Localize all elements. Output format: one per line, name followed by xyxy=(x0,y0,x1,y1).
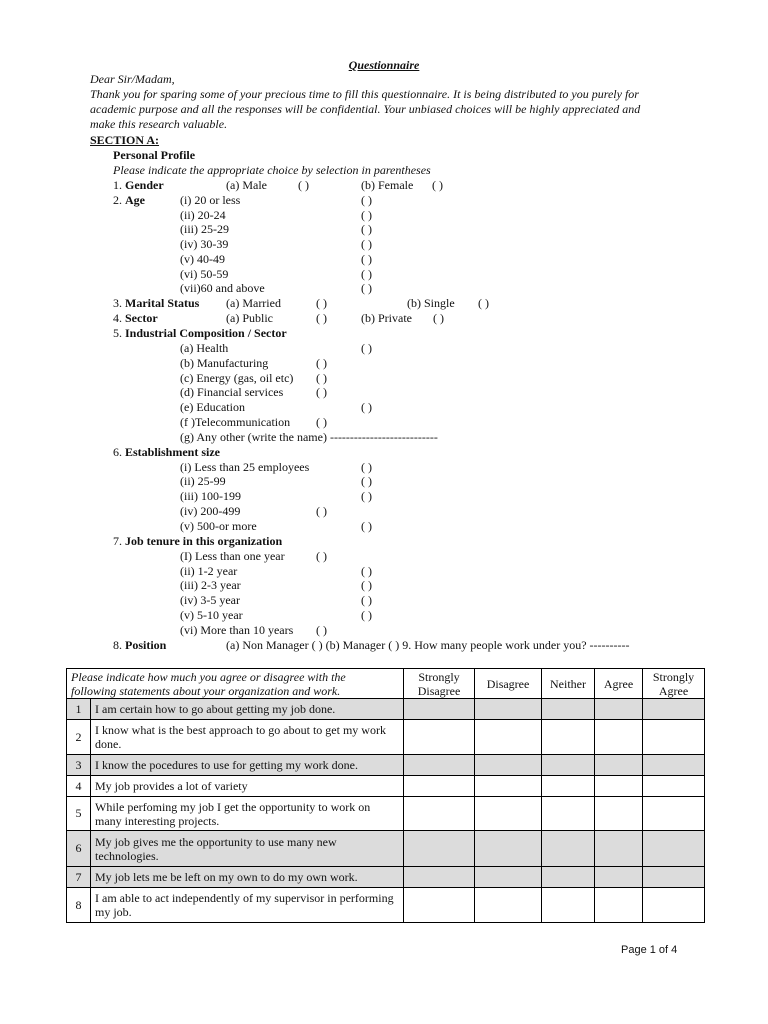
cell-disagree[interactable] xyxy=(475,699,542,720)
choice-tenure[interactable]: ( ) xyxy=(361,578,372,592)
question-label: Gender xyxy=(125,178,164,192)
cell-agree[interactable] xyxy=(595,888,643,923)
option-size: (iii) 100-199 xyxy=(180,489,241,503)
question-job-tenure xyxy=(113,534,282,548)
salutation: Dear Sir/Madam, xyxy=(90,72,175,86)
option-age: (iv) 30-39 xyxy=(180,237,229,251)
row-statement: I know the pocedures to use for getting my work done. xyxy=(91,755,404,776)
choice-female[interactable]: ( ) xyxy=(432,178,443,192)
choice-industry[interactable]: ( ) xyxy=(361,400,372,414)
row-statement: I am able to act independently of my supervisor in performing my job. xyxy=(91,888,404,923)
cell-disagree[interactable] xyxy=(475,831,542,867)
cell-neither[interactable] xyxy=(542,797,595,831)
question-label: Marital Status xyxy=(125,296,200,310)
cell-strongly-agree[interactable] xyxy=(643,888,705,923)
option-tenure: (iii) 2-3 year xyxy=(180,578,241,592)
cell-agree[interactable] xyxy=(595,699,643,720)
option-industry: (d) Financial services xyxy=(180,385,284,399)
cell-neither[interactable] xyxy=(542,755,595,776)
cell-strongly-agree[interactable] xyxy=(643,720,705,755)
instruction-line: Please indicate how much you agree or disagree with the xyxy=(71,669,346,684)
instruction-line: following statements about your organization and work. xyxy=(71,683,341,698)
choice-industry[interactable]: ( ) xyxy=(316,371,327,385)
intro-line: make this research valuable. xyxy=(90,117,228,131)
cell-strongly-agree[interactable] xyxy=(643,699,705,720)
choice-size[interactable]: ( ) xyxy=(361,474,372,488)
table-row xyxy=(67,755,705,776)
question-label: Job tenure in this organization xyxy=(125,534,283,548)
choice-size[interactable]: ( ) xyxy=(316,504,327,518)
cell-strongly-disagree[interactable] xyxy=(404,797,475,831)
choice-tenure[interactable]: ( ) xyxy=(316,549,327,563)
choice-age[interactable]: ( ) xyxy=(361,267,372,281)
choice-tenure[interactable]: ( ) xyxy=(361,564,372,578)
option-female: (b) Female xyxy=(361,178,414,192)
question-number: 1. xyxy=(113,178,122,192)
table-row xyxy=(67,831,705,867)
option-age: (i) 20 or less xyxy=(180,193,241,207)
option-married: (a) Married xyxy=(226,296,281,310)
option-age: (ii) 20-24 xyxy=(180,208,226,222)
header-disagree: Disagree xyxy=(475,669,542,699)
row-statement: My job lets me be left on my own to do my own work. xyxy=(91,867,404,888)
cell-strongly-agree[interactable] xyxy=(643,776,705,797)
option-industry: (b) Manufacturing xyxy=(180,356,269,370)
cell-neither[interactable] xyxy=(542,720,595,755)
row-number: 7 xyxy=(67,867,91,888)
cell-strongly-agree[interactable] xyxy=(643,831,705,867)
cell-strongly-disagree[interactable] xyxy=(404,888,475,923)
option-size: (iv) 200-499 xyxy=(180,504,241,518)
choice-age[interactable]: ( ) xyxy=(361,222,372,236)
option-industry-other[interactable]: (g) Any other (write the name) --------------------------- xyxy=(180,430,438,444)
question-number: 4. xyxy=(113,311,122,325)
cell-neither[interactable] xyxy=(542,776,595,797)
question-number: 8. xyxy=(113,638,122,652)
cell-strongly-disagree[interactable] xyxy=(404,831,475,867)
table-row xyxy=(67,797,705,831)
row-number: 1 xyxy=(67,699,91,720)
choice-size[interactable]: ( ) xyxy=(361,489,372,503)
row-number: 5 xyxy=(67,797,91,831)
option-tenure: (iv) 3-5 year xyxy=(180,593,240,607)
choice-age[interactable]: ( ) xyxy=(361,237,372,251)
choice-age[interactable]: ( ) xyxy=(361,193,372,207)
header-strongly-disagree: Strongly Disagree xyxy=(404,669,475,699)
cell-neither[interactable] xyxy=(542,699,595,720)
position-options[interactable]: (a) Non Manager ( ) (b) Manager ( ) 9. How many people work under you? ---------- xyxy=(226,638,630,652)
page-number: Page 1 of 4 xyxy=(621,944,678,956)
row-statement: While perfoming my job I get the opportunity to work on many interesting projects. xyxy=(91,797,404,831)
cell-strongly-agree[interactable] xyxy=(643,797,705,831)
option-tenure: (v) 5-10 year xyxy=(180,608,243,622)
row-number: 4 xyxy=(67,776,91,797)
option-tenure: (vi) More than 10 years xyxy=(180,623,294,637)
intro-block xyxy=(90,72,690,132)
question-number: 6. xyxy=(113,445,122,459)
cell-strongly-disagree[interactable] xyxy=(404,867,475,888)
option-single: (b) Single xyxy=(407,296,455,310)
cell-neither[interactable] xyxy=(542,867,595,888)
personal-profile-heading: Personal Profile xyxy=(113,148,196,162)
option-size: (v) 500-or more xyxy=(180,519,257,533)
question-sector xyxy=(113,311,158,325)
table-row xyxy=(67,776,705,797)
row-statement: I know what is the best approach to go about to get my work done. xyxy=(91,720,404,755)
cell-disagree[interactable] xyxy=(475,776,542,797)
table-row xyxy=(67,699,705,720)
cell-disagree[interactable] xyxy=(475,755,542,776)
choice-tenure[interactable]: ( ) xyxy=(361,608,372,622)
option-industry: (a) Health xyxy=(180,341,229,355)
cell-strongly-disagree[interactable] xyxy=(404,776,475,797)
cell-agree[interactable] xyxy=(595,867,643,888)
option-public: (a) Public xyxy=(226,311,273,325)
option-private: (b) Private xyxy=(361,311,412,325)
option-industry: (f )Telecommunication xyxy=(180,415,291,429)
question-marital-status xyxy=(113,296,199,310)
cell-agree[interactable] xyxy=(595,720,643,755)
header-strongly-agree: Strongly Agree xyxy=(643,669,705,699)
question-number: 3. xyxy=(113,296,122,310)
question-label: Position xyxy=(125,638,167,652)
choice-industry[interactable]: ( ) xyxy=(316,385,327,399)
table-header-row xyxy=(67,669,705,699)
option-tenure: (I) Less than one year xyxy=(180,549,285,563)
choice-age[interactable]: ( ) xyxy=(361,208,372,222)
cell-agree[interactable] xyxy=(595,776,643,797)
choice-single[interactable]: ( ) xyxy=(478,296,489,310)
choice-industry[interactable]: ( ) xyxy=(361,341,372,355)
table-row xyxy=(67,888,705,923)
question-label: Age xyxy=(125,193,145,207)
choice-size[interactable]: ( ) xyxy=(361,519,372,533)
cell-agree[interactable] xyxy=(595,755,643,776)
choice-age[interactable]: ( ) xyxy=(361,252,372,266)
choice-age[interactable]: ( ) xyxy=(361,281,372,295)
row-statement: My job gives me the opportunity to use many new technologies. xyxy=(91,831,404,867)
table-row xyxy=(67,867,705,888)
question-industrial-composition xyxy=(113,326,287,340)
question-number: 2. xyxy=(113,193,122,207)
table-row xyxy=(67,720,705,755)
choice-size[interactable]: ( ) xyxy=(361,460,372,474)
cell-disagree[interactable] xyxy=(475,867,542,888)
row-number: 6 xyxy=(67,831,91,867)
question-age xyxy=(113,193,145,207)
question-position xyxy=(113,638,166,652)
option-size: (i) Less than 25 employees xyxy=(180,460,310,474)
cell-disagree[interactable] xyxy=(475,720,542,755)
likert-table xyxy=(66,668,705,923)
cell-strongly-disagree[interactable] xyxy=(404,720,475,755)
option-industry: (e) Education xyxy=(180,400,245,414)
cell-neither[interactable] xyxy=(542,831,595,867)
question-establishment-size xyxy=(113,445,220,459)
cell-strongly-agree[interactable] xyxy=(643,755,705,776)
section-a-heading: SECTION A: xyxy=(90,133,160,147)
cell-neither[interactable] xyxy=(542,888,595,923)
choice-tenure[interactable]: ( ) xyxy=(361,593,372,607)
cell-strongly-agree[interactable] xyxy=(643,867,705,888)
intro-line: academic purpose and all the responses will be confidential. Your unbiased choices will be highly appreciated and xyxy=(90,102,641,116)
cell-agree[interactable] xyxy=(595,831,643,867)
cell-agree[interactable] xyxy=(595,797,643,831)
choice-private[interactable]: ( ) xyxy=(433,311,444,325)
choice-industry[interactable]: ( ) xyxy=(316,356,327,370)
question-gender xyxy=(113,178,164,192)
page-title: Questionnaire xyxy=(348,58,420,72)
cell-strongly-disagree[interactable] xyxy=(404,699,475,720)
option-age: (v) 40-49 xyxy=(180,252,225,266)
option-male: (a) Male xyxy=(226,178,267,192)
cell-disagree[interactable] xyxy=(475,888,542,923)
instruction-text: Please indicate the appropriate choice by selection in parentheses xyxy=(113,163,431,177)
row-number: 3 xyxy=(67,755,91,776)
row-statement: I am certain how to go about getting my job done. xyxy=(91,699,404,720)
choice-male[interactable]: ( ) xyxy=(298,178,309,192)
option-age: (iii) 25-29 xyxy=(180,222,229,236)
choice-industry[interactable]: ( ) xyxy=(316,415,327,429)
table-instruction xyxy=(67,669,404,699)
choice-public[interactable]: ( ) xyxy=(316,311,327,325)
option-size: (ii) 25-99 xyxy=(180,474,226,488)
choice-married[interactable]: ( ) xyxy=(316,296,327,310)
cell-disagree[interactable] xyxy=(475,797,542,831)
row-number: 8 xyxy=(67,888,91,923)
option-tenure: (ii) 1-2 year xyxy=(180,564,238,578)
question-label: Sector xyxy=(125,311,158,325)
question-label: Establishment size xyxy=(125,445,221,459)
cell-strongly-disagree[interactable] xyxy=(404,755,475,776)
question-number: 5. xyxy=(113,326,122,340)
intro-line: Thank you for sparing some of your precious time to fill this questionnaire. It is being distributed to you purely for xyxy=(90,87,639,101)
header-agree: Agree xyxy=(595,669,643,699)
row-number: 2 xyxy=(67,720,91,755)
option-age: (vi) 50-59 xyxy=(180,267,229,281)
row-statement: My job provides a lot of variety xyxy=(91,776,404,797)
option-industry: (c) Energy (gas, oil etc) xyxy=(180,371,294,385)
question-number: 7. xyxy=(113,534,122,548)
header-neither: Neither xyxy=(542,669,595,699)
choice-tenure[interactable]: ( ) xyxy=(316,623,327,637)
option-age: (vii)60 and above xyxy=(180,281,265,295)
question-label: Industrial Composition / Sector xyxy=(125,326,287,340)
